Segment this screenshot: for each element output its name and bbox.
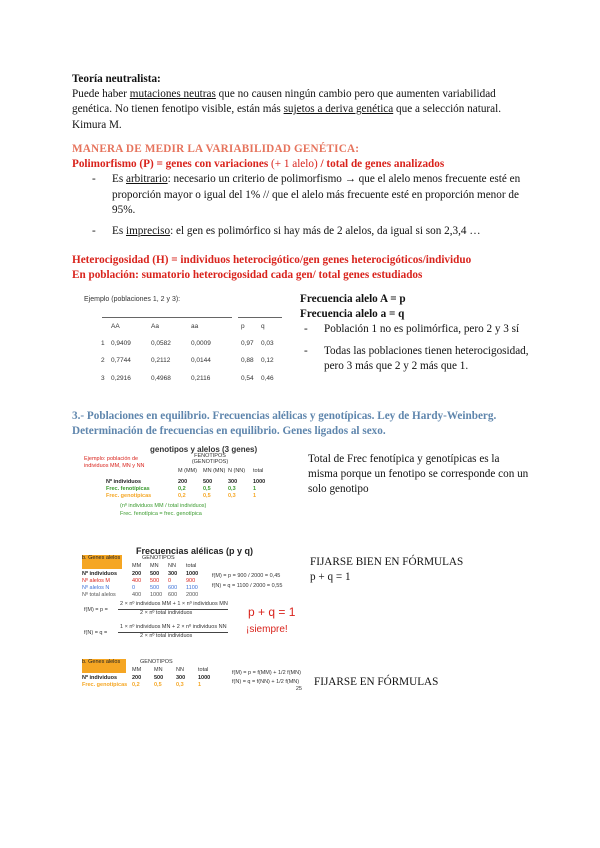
img1-left-note: Ejemplo: población de individuos MM, MN y NN (84, 456, 145, 469)
img2-formula-p-den: 2 × nº total individuos (140, 610, 193, 616)
img2-row: Nº total alelos 400 1000 600 2000 (82, 592, 199, 598)
img3-row: Nº individuos 200 500 300 1000 (82, 675, 211, 681)
img2-row: Nº alelos M 400 500 0 900 (82, 578, 196, 584)
freq-item-2: - Todas las poblaciones tienen heterocigosidad, pero 3 más que 2 y 2 más que 1. (304, 344, 532, 374)
heterozygosity-line-1: Heterocigosidad (H) = individuos heterocigótico/gen genes heterocigóticos/individuo (72, 254, 472, 267)
img2-siempre: ¡siempre! (246, 624, 288, 635)
table-header-row: AA Aa aa p q (111, 323, 265, 330)
freq-allele-a-lower: Frecuencia alelo a = q (300, 308, 405, 321)
img1-top-title: genotipos y alelos (3 genes) (150, 446, 258, 454)
intro-line-2: genética. No tienen fenotipo visible, están más sujetos a deriva genética que a selección natural. (72, 103, 502, 116)
img2-q-label: f(N) = q = (84, 630, 108, 636)
img3-corner: b. Genes alelos (82, 659, 126, 673)
img2-title: Frecuencias alélicas (p y q) (136, 546, 254, 556)
freq-allele-a: Frecuencia alelo A = p (300, 293, 406, 305)
polymorphism-bullets (92, 172, 522, 239)
example-table-figure (80, 292, 290, 382)
img1-row: Frec. genotípicas 0,2 0,5 0,3 1 (106, 493, 257, 499)
genotype-table-figure-1 (80, 446, 292, 524)
img1-col-heads: M (MM) MN (MN) N (NN) total (178, 468, 264, 474)
example-caption: Ejemplo (poblaciones 1, 2 y 3): (84, 296, 181, 303)
img2-formula-p-num: 2 × nº individuos MM + 1 × nº individuos MN (120, 601, 228, 607)
intro-heading: Teoría neutralista: (72, 73, 161, 85)
img1-foot-1: (nº individuos MM / total individuos) (120, 503, 207, 509)
img3-row: Frec. genotípicas 0,2 0,5 0,3 1 (82, 682, 202, 688)
img2-sub: GENOTIPOS (142, 555, 175, 561)
equilibrium-section-title (72, 409, 542, 439)
img2-side-1: f(M) = p = 900 / 2000 = 0,45 (212, 573, 281, 579)
variability-title: MANERA DE MEDIR LA VARIABILIDAD GENÉTICA: (72, 143, 360, 155)
note-phenotype: Total de Frec fenotípica y genotípicas es la misma porque un fenotipo se corresponde con un solo genotipo (308, 453, 529, 496)
note-formulas-2: FIJARSE EN FÓRMULAS (314, 676, 439, 688)
img1-sub-title: FENOTIPOS (GENOTIPOS) (191, 453, 229, 465)
intro-line-3: Kimura M. (72, 118, 122, 131)
example-table (98, 318, 278, 387)
bullet-impreciso: - Es impreciso: el gen es polimórfico si hay más de 2 alelos, da igual si son 2,3,4 … (92, 224, 522, 239)
equilibrium-title-line-1: 3.- Poblaciones en equilibrio. Frecuencias alélicas y genotípicas. Ley de Hardy-Weinberg. (72, 410, 497, 422)
table-row: 1 0,9409 0,0582 0,0009 0,97 0,03 (101, 340, 274, 348)
note-formulas-1: FIJARSE BIEN EN FÓRMULAS p + q = 1 (310, 556, 464, 584)
img1-foot-2: Frec. fenotípica = frec. genotípica (120, 511, 202, 517)
img2-col-heads: MM MN NN total (132, 563, 197, 569)
frequency-notes (300, 292, 532, 374)
img2-p-label: f(M) = p = (84, 607, 108, 613)
bullet-arbitrario: - Es arbitrario: necesario un criterio de polimorfismo → que el alelo menos frecuente esté en proporción mayor o igual del 1% // que el alelo más frecuente esté en proporción menor de 95%. (92, 172, 522, 218)
img3-sub: GENOTIPOS (140, 659, 173, 665)
intro-line-1: Puede haber mutaciones neutras que no causen ningún cambio pero que aumenten variabilidad (72, 88, 496, 101)
table-row: 2 0,7744 0,2112 0,0144 0,88 0,12 (101, 357, 274, 365)
polymorphism-title: Polimorfismo (P) = genes con variaciones (+ 1 alelo) / total de genes analizados (72, 158, 445, 171)
heterozygosity-line-2: En población: sumatorio heterocigosidad cada gen/ total genes estudiados (72, 269, 423, 282)
img2-pq: p + q = 1 (248, 605, 296, 619)
allele-frequency-figure (80, 542, 300, 644)
img2-side-2: f(N) = q = 1100 / 2000 = 0,55 (212, 583, 283, 589)
variability-section (72, 142, 542, 284)
img1-row: Nº individuos 200 500 300 1000 (106, 479, 266, 485)
img2-corner: b. Genes alelos (82, 555, 122, 569)
table-row: 3 0,2916 0,4968 0,2116 0,54 0,46 (101, 374, 274, 382)
img2-formula-q-num: 1 × nº individuos MN + 2 × nº individuos NN (120, 624, 227, 630)
img2-row: Nº individuos 200 500 300 1000 (82, 571, 199, 577)
freq-items (304, 322, 532, 374)
freq-item-1: - Población 1 no es polimórfica, pero 2 y 3 sí (304, 322, 532, 337)
img3-col-heads: MM MN NN total (132, 667, 209, 673)
img2-row: Nº alelos N 0 500 600 1100 (82, 585, 198, 591)
img2-formula-q-den: 2 × nº total individuos (140, 633, 193, 639)
img3-formulas: f(M) = p = f(MM) + 1/2 f(MN) f(N) = q = f(NN) + 1/2 f(MN) 25 (232, 670, 302, 710)
intro-block (72, 72, 532, 133)
img1-row: Frec. fenotípicas 0,2 0,5 0,3 1 (106, 486, 257, 492)
equilibrium-title-line-2: Determinación de frecuencias en equilibrio. Genes ligados al sexo. (72, 425, 386, 438)
